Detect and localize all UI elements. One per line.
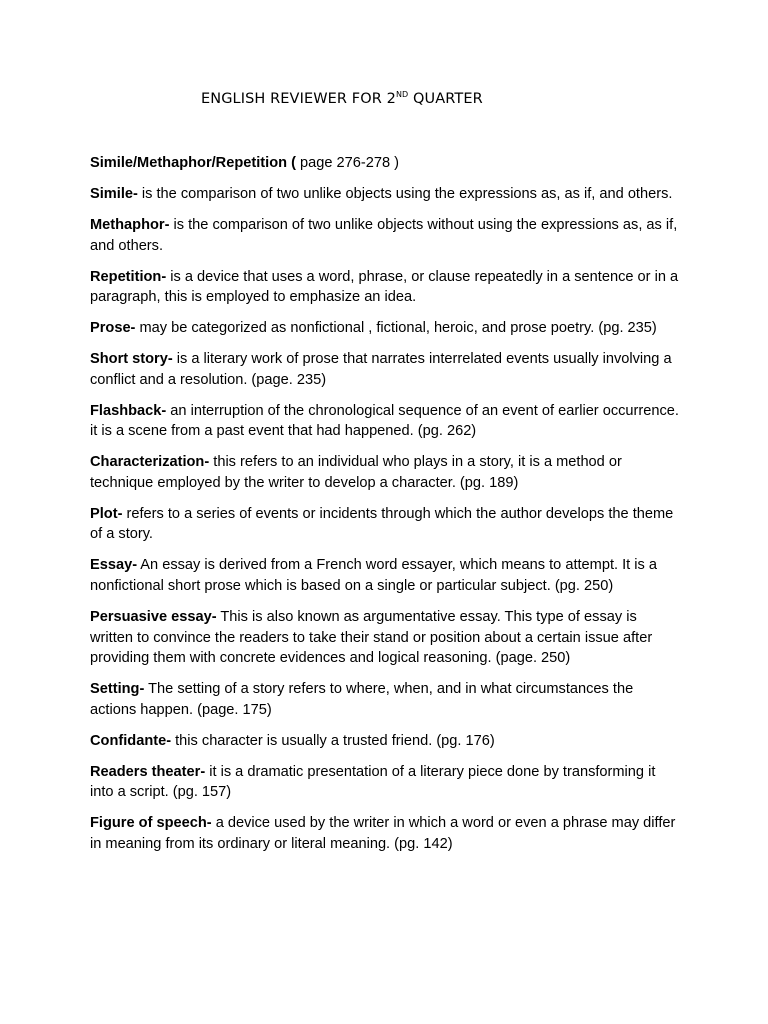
- entry-term: Short story-: [90, 351, 173, 368]
- glossary-entry-short-story: [90, 349, 682, 390]
- glossary-entry-repetition: [90, 267, 682, 308]
- entry-definition: this refers to an individual who plays in a story, it is a method or technique employed by the writer to develop a character. (pg. 189): [90, 454, 622, 491]
- entry-term: Persuasive essay-: [90, 609, 217, 625]
- title-text-end: QUARTER: [408, 91, 483, 107]
- glossary-entry-setting: [90, 679, 682, 720]
- title-text: ENGLISH REVIEWER FOR 2: [201, 91, 396, 107]
- glossary-entry-essay: [90, 555, 682, 596]
- entry-definition: is a device that uses a word, phrase, or clause repeatedly in a sentence or in a paragraph, this is employed to emphasize an idea.: [90, 268, 679, 306]
- document-title: [201, 91, 483, 107]
- entry-definition: is a literary work of prose that narrates interrelated events usually involving a conflict and a resolution. (page. 235): [90, 351, 672, 388]
- entry-term: Prose-: [90, 320, 136, 337]
- entry-definition: An essay is derived from a French word essayer, which means to attempt. It is a nonfictional short prose which is based on a single or particular subject. (pg. 250): [90, 557, 657, 595]
- glossary-entry-plot: [90, 504, 682, 545]
- entry-definition: an interruption of the chronological sequence of an event of earlier occurrence. it is a scene from a past event that had happened. (pg. 262): [90, 402, 679, 440]
- glossary-entry-persuasive-essay: [90, 607, 682, 669]
- entry-term: Figure of speech-: [90, 815, 212, 832]
- glossary-entry-flashback: [90, 401, 682, 442]
- entry-definition: refers to a series of events or incidents through which the author develops the theme of a story.: [90, 505, 674, 543]
- entry-term: Simile-: [90, 185, 138, 202]
- entry-definition: this character is usually a trusted friend. (pg. 176): [171, 732, 495, 749]
- glossary-entry-simile: [90, 184, 682, 205]
- entry-term: Confidante-: [90, 732, 172, 749]
- title-superscript: ND: [395, 90, 409, 99]
- entry-term: Readers theater-: [90, 763, 206, 780]
- glossary-entry-confidante: [90, 731, 682, 752]
- entry-definition: The setting of a story refers to where, when, and in what circumstances the actions happen. (page. 175): [90, 681, 634, 718]
- glossary-entry-metaphor: [90, 215, 682, 256]
- entry-definition: it is a dramatic presentation of a literary piece done by transforming it into a script. (pg. 157): [90, 763, 656, 801]
- glossary-entry-figure-of-speech: [90, 813, 682, 854]
- entry-definition: is the comparison of two unlike objects using the expressions as, as if, and others.: [137, 185, 673, 202]
- entry-term: Setting-: [90, 681, 145, 698]
- glossary-list: [90, 153, 682, 865]
- entry-term: Methaphor-: [90, 216, 170, 233]
- glossary-entry-prose: [90, 318, 682, 339]
- entry-term: Plot-: [90, 505, 123, 522]
- glossary-entry-characterization: [90, 452, 682, 493]
- entry-term: Simile/Methaphor/Repetition (: [90, 155, 296, 171]
- entry-term: Characterization-: [90, 454, 210, 471]
- entry-definition: is the comparison of two unlike objects without using the expressions as, as if, and others.: [90, 216, 678, 254]
- entry-term: Repetition-: [90, 268, 167, 285]
- entry-definition: a device used by the writer in which a word or even a phrase may differ in meaning from its ordinary or literal meaning. (pg. 142): [90, 815, 676, 852]
- entry-term: Flashback-: [90, 402, 167, 419]
- glossary-entry-readers-theater: [90, 762, 682, 803]
- entry-definition: This is also known as argumentative essay. This type of essay is written to convince the readers to take their stand or position about a certain issue after providing them with concrete evidences and logical reasoning. (page. 250): [90, 609, 653, 667]
- entry-definition: page 276-278 ): [295, 155, 400, 171]
- entry-term: Essay-: [90, 557, 138, 574]
- entry-definition: may be categorized as nonfictional , fictional, heroic, and prose poetry. (pg. 235): [135, 320, 657, 337]
- glossary-entry-simile-metaphor-repetition: [90, 153, 682, 174]
